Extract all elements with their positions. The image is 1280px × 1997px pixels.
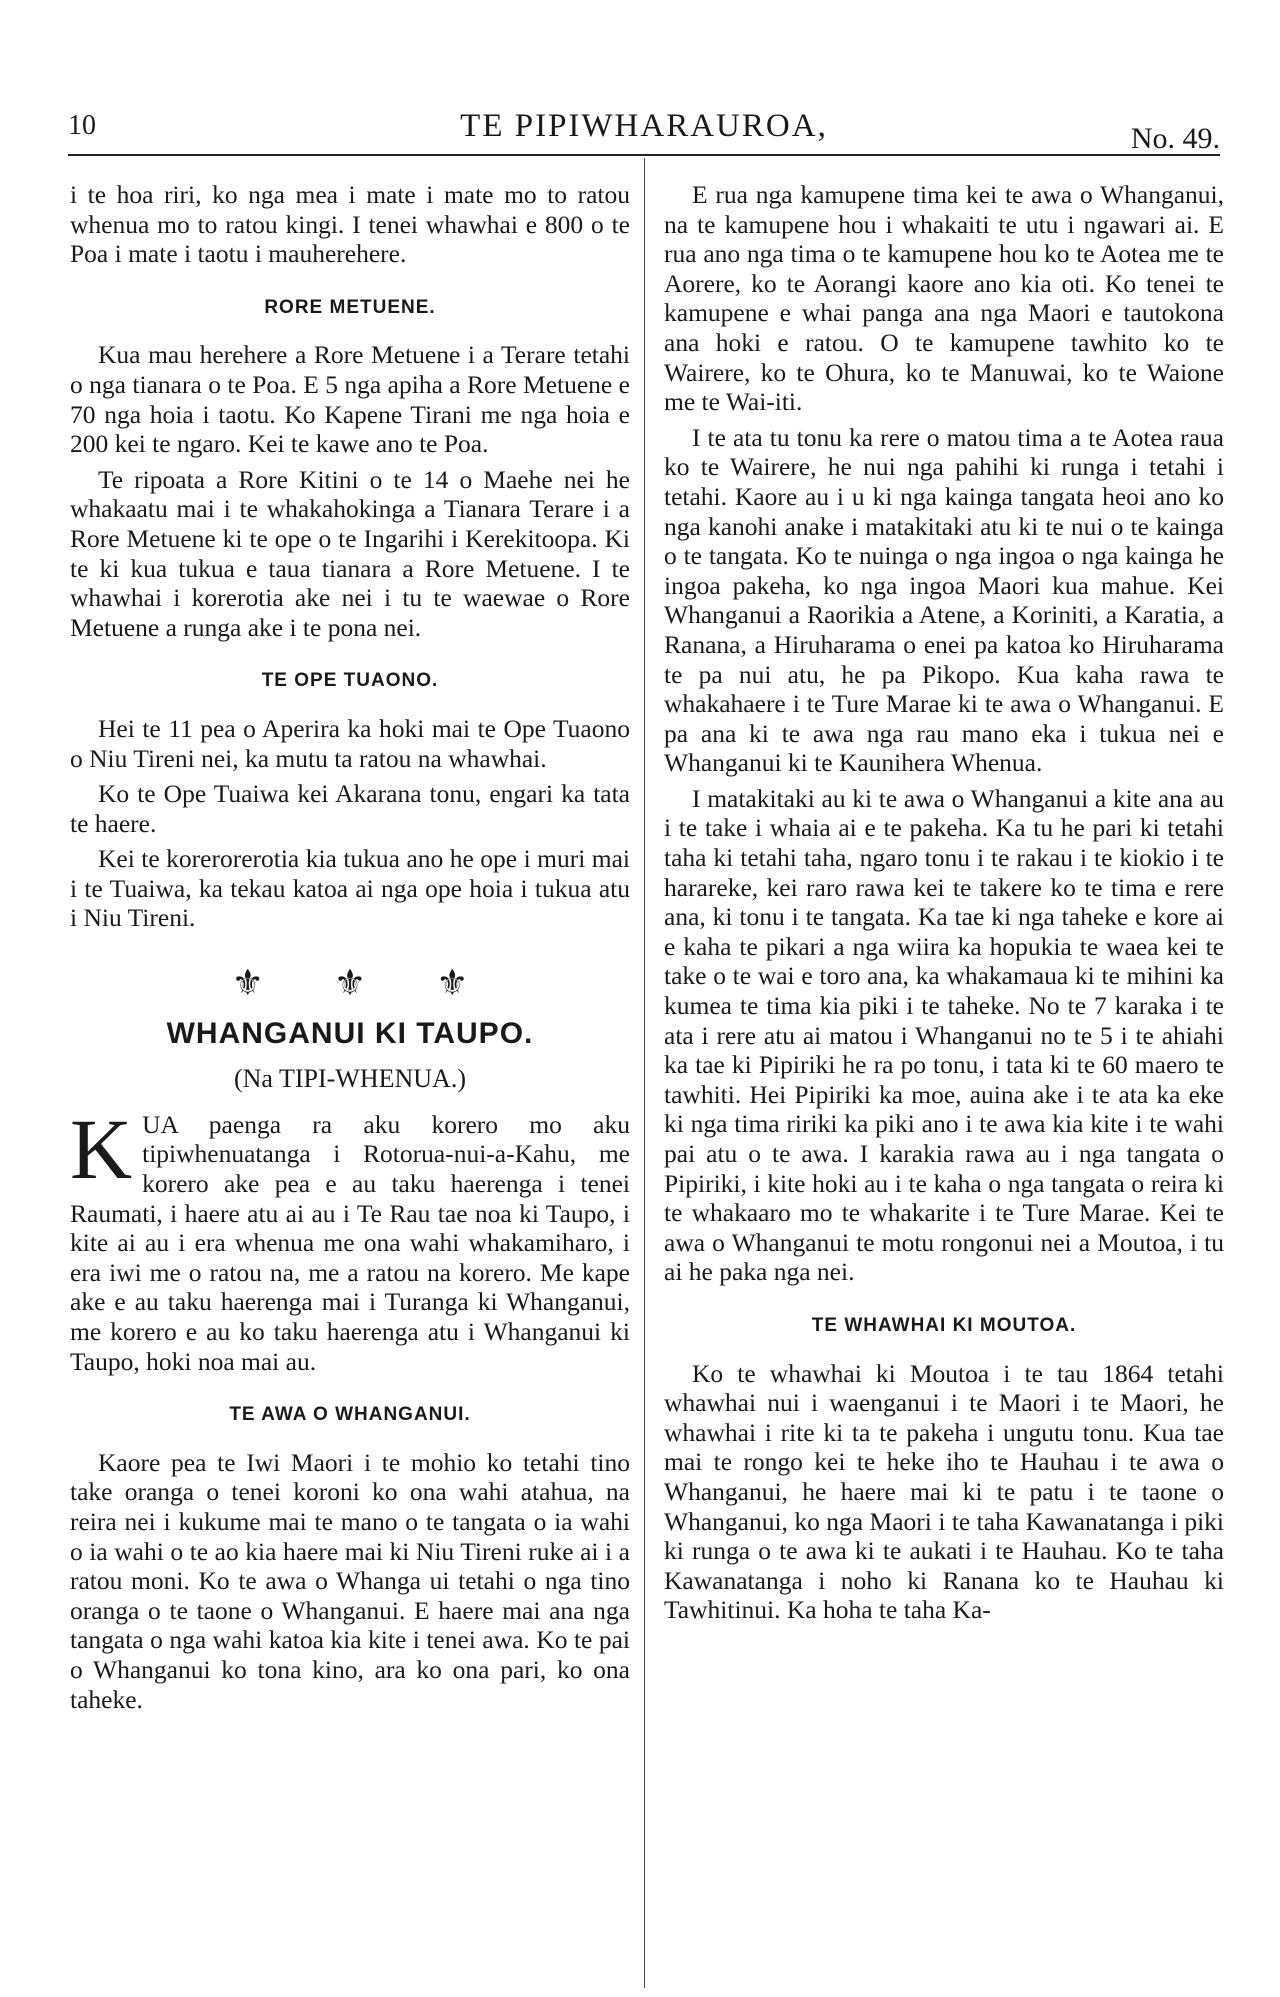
paragraph: Kaore pea te Iwi Maori i te mohio ko tetahi tino take oranga o tenei koroni ko ona wahi atahua, na reira nei i kukume mai te mano o te tangata o ia wahi o ia wahi o te ao kia haere mai ki Niu Tireni ruke ai i a ratou moni. Ko te awa o Whanga ui tetahi o nga tino oranga o te taone o Whanganui. E haere mai ana nga tangata o nga wahi katoa kia kite i tenei awa. Ko te pai o Whanganui ko tona kino, ara ko ona pari, ko ona taheke. xyxy=(70,1447,630,1714)
page-number: 10 xyxy=(68,110,96,141)
right-column xyxy=(664,180,1224,1631)
paragraph: Ko te whawhai ki Moutoa i te tau 1864 tetahi whawhai nui i waenganui i te Maori i te Maori, he whawhai i rite ki ta te pakeha i ungutu tonu. Kua tae mai te rongo kei te heke iho te Hauhau i te awa o Whanganui, he haere mai ki te patu i te taone o Whanganui, ko nga Maori i te taha Kawanatanga i piki ki runga o te awa ki te aukati i te Hauhau. Ko te taha Kawanatanga i noho ki Ranana ko te Hauhau ki Tawhitinui. Ka hoha te taha Ka- xyxy=(664,1358,1224,1625)
fleur-de-lis-icon: ⚜ xyxy=(333,963,367,1004)
paragraph: Ko te Ope Tuaiwa kei Akarana tonu, engari ka tata te haere. xyxy=(70,779,630,838)
issue-number: No. 49. xyxy=(1130,122,1220,155)
paragraph-text: UA paenga ra aku korero mo aku tipiwhenuatanga i Rotorua-nui-a-Kahu, me korero ake pea e au taku haerenga i tenei Raumati, i haere atu ai au i Te Rau tae noa ki Taupo, i kite ai au i era whenua me ona wahi whakamiharo, i era iwi me o ratou na, me a ratou na korero. Me kape ake e au taku haerenga mai i Turanga ki Whanganui, me korero e au ko taku haerenga atu i Whanganui ki Taupo, hoki noa mai au. xyxy=(70,1109,630,1376)
paragraph: Kei te korerorerotia kia tukua ano he ope i muri mai i te Tuaiwa, ka tekau katoa ai nga ope hoia i tukua atu i Niu Tireni. xyxy=(70,844,630,933)
paragraph: Kua mau herehere a Rore Metuene i a Terare tetahi o nga tianara o te Poa. E 5 nga apiha a Rore Metuene e 70 nga hoia i taotu. Ko Kapene Tirani me nga hoia e 200 kei te ngaro. Kei te kawe ano te Poa. xyxy=(70,340,630,459)
section-heading-te-ope-tuaono: TE OPE TUAONO. xyxy=(261,670,439,692)
paragraph: E rua nga kamupene tima kei te awa o Whanganui, na te kamupene hou i whakaiti te utu i ngawari ai. E rua ano nga tima o te kamupene hou ko te Aotea me te Aorere, ko te Aorangi kaore ano kia oti. Ko tenei te kamupene e whai panga ana nga Maori e tautokona ana hoki e ratou. O te kamupene tawhito ko te Wairere, ko te Ohura, ko te Manuwai, ko te Waione me te Wai-iti. xyxy=(664,180,1224,417)
drop-cap: K xyxy=(70,1100,133,1197)
byline: (Na TIPI-WHENUA.) xyxy=(233,1064,466,1094)
paragraph: Hei te 11 pea o Aperira ka hoki mai te Ope Tuaono o Niu Tireni nei, ka mutu ta ratou na whawhai. xyxy=(70,713,630,773)
section-heading-rore-metuene: RORE METUENE. xyxy=(264,296,436,318)
fleur-de-lis-icon: ⚜ xyxy=(436,963,469,1004)
paragraph: i te hoa riri, ko nga mea i mate i mate mo to ratou whenua mo to ratou kingi. I tenei whawhai e 800 o te Poa i mate i taotu i mauherehere. xyxy=(70,180,630,269)
fleur-de-lis-icon: ⚜ xyxy=(231,963,264,1004)
publication-title: TE PIPIWHARAUROA, xyxy=(460,108,828,144)
section-heading-te-awa-o-whanganui: TE AWA O WHANGANUI. xyxy=(229,1404,471,1426)
paragraph: Te ripoata a Rore Kitini o te 14 o Maehe nei he whakaatu mai i te whakahokinga a Tianara Terare i a Rore Metuene ki te ope o te Ingarihi i Kerekitoopa. Ki te ki kua tukua e taua tianara a Rore Metuene. I te whawhai i korerotia ake nei i tu te waewae o Rore Metuene a runga ake i te pona nei. xyxy=(70,464,630,642)
fleuron-divider xyxy=(70,963,630,1004)
page-header xyxy=(68,100,1220,155)
paragraph: I te ata tu tonu ka rere o matou tima a te Aotea raua ko te Wairere, he nui nga pahihi ki runga i tetahi i tetahi. Kaore au i u ki nga kainga tangata heoi ano ko nga kanohi anake i matakitaki atu ki te nui o te kainga o te tangata. Ko te nuinga o nga ingoa o nga kainga he ingoa pakeha, ko nga ingoa Maori kua mahue. Kei Whanganui a Raorikia a Atene, a Koriniti, a Karatia, a Ranana, a Hiruharama o enei pa katoa ko Hiruharama te pa nui atu, he pa Pikopo. Kua kaha rawa te whakahaere i te Ture Marae ki te awa o Whanganui. E pa ana ki te awa nga rau mano eka i tukua nei e Whanganui ki te Kaunihera Whenua. xyxy=(664,422,1224,778)
column-divider xyxy=(644,158,645,1988)
section-heading-te-whawhai-ki-moutoa: TE WHAWHAI KI MOUTOA. xyxy=(811,1314,1077,1336)
paragraph-with-dropcap xyxy=(70,1100,630,1376)
article-title-whanganui-ki-taupo: WHANGANUI KI TAUPO. xyxy=(166,1016,534,1050)
paragraph: I matakitaki au ki te awa o Whanganui a kite ana au i te take i whaia ai e te pakeha. Ka tu he pari ki tetahi taha ki tetahi taha, ngaro tonu i te rakau i te kiokio i te harareke, kei raro rawa kei te takere ko te tima e rere ana, ki tonu i te tangata. Ka tae ki nga taheke e kore ai e kaha te pikari a nga wiira ka hopukia te waea kei te take o te wai e toro ana, ka whakamaua ki te mihini ka kumea te tima kia piki i te taheke. No te 7 karaka i te ata i rere atu ai matou i Whanganui no te 5 i te ahiahi ka tae ki Pipiriki he ra po tonu, i tata ki te 60 maero te tawhiti. Hei Pipiriki ka moe, auina ake i te ata ka eke ki nga tima ririki ka piki ano i te awa kia kite i te wahi pai atu o te awa. I karakia rawa au i nga tangata o Pipiriki, i kite hoki au i te kaha o nga tangata o reira ki te whakaaro mo te whakarite i te Ture Marae. Kei te awa o Whanganui te motu rongonui nei a Moutoa, i tu ai he paka nga nei. xyxy=(664,783,1224,1287)
header-rule xyxy=(68,154,1220,156)
left-column xyxy=(70,180,630,1720)
